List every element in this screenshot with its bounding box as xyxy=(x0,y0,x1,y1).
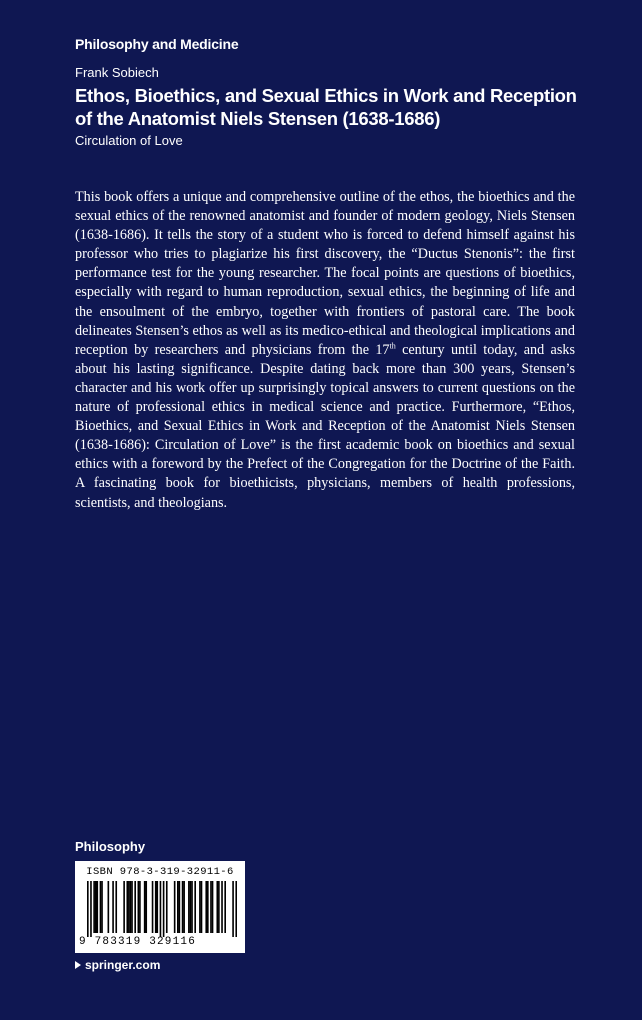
barcode-bar xyxy=(160,881,162,937)
barcode-bar xyxy=(218,881,220,933)
barcode-bar xyxy=(191,881,193,933)
barcode-bar xyxy=(155,881,157,933)
barcode-bar xyxy=(182,881,184,933)
barcode-bar xyxy=(177,881,179,933)
barcode-digits: 9 783319 329116 xyxy=(79,936,197,948)
barcode-bar xyxy=(112,881,114,933)
barcode-bar xyxy=(138,881,140,933)
barcode-bar xyxy=(179,881,181,933)
arrow-right-icon xyxy=(75,961,81,969)
barcode-bar xyxy=(93,881,95,933)
barcode-bar xyxy=(210,881,212,933)
barcode-bar xyxy=(96,881,98,933)
subject-category: Philosophy xyxy=(75,839,146,854)
barcode-bar xyxy=(199,881,201,933)
barcode-bar xyxy=(201,881,203,933)
barcode-bar xyxy=(212,881,214,933)
barcode-bar xyxy=(100,881,102,933)
barcode-bar xyxy=(156,881,158,933)
barcode-bar xyxy=(205,881,207,933)
book-subtitle: Circulation of Love xyxy=(75,133,183,148)
barcode-bar xyxy=(108,881,110,933)
barcode-bar xyxy=(235,881,237,937)
barcode-bar xyxy=(90,881,92,937)
description-superscript: th xyxy=(389,341,396,351)
book-description xyxy=(75,188,575,513)
barcode-bar xyxy=(101,881,103,933)
barcode-bar xyxy=(126,881,128,933)
barcode-bars xyxy=(87,881,237,937)
series-name: Philosophy and Medicine xyxy=(75,36,239,52)
barcode-bar xyxy=(87,881,89,937)
barcode-bar xyxy=(183,881,185,933)
author-name: Frank Sobiech xyxy=(75,65,159,80)
barcode-bar xyxy=(152,881,154,933)
barcode-bar xyxy=(232,881,234,937)
barcode-bar xyxy=(139,881,141,933)
book-title: Ethos, Bioethics, and Sexual Ethics in Work and Reception of the Anatomist Niels Stensen (1638-1686) xyxy=(75,85,577,129)
barcode-bar xyxy=(163,881,165,937)
barcode-bar xyxy=(221,881,223,933)
description-part-2: century until today, and asks about his lasting significance. Despite dating back more than 300 years, Stensen’s character and his work offer up surprisingly topical answers to current questions on the nature of professional ethics in medical science and practice. Furthermore, “Ethos, Bioethics, and Sexual Ethics in Work and Reception of the Anatomist Niels Stensen (1638-1686): Circulation of Love” is the first academic book on bioethics and sexual ethics with a foreword by the Prefect of the Congregation for the Doctrine of the Faith. A fascinating book for bioethicists, physicians, members of health professions, scientists, and theologians. xyxy=(75,341,575,511)
barcode-bar xyxy=(174,881,176,933)
isbn-label: ISBN 978-3-319-32911-6 xyxy=(86,866,234,878)
barcode-bar xyxy=(123,881,125,933)
website-label: springer.com xyxy=(85,958,161,972)
barcode-bar xyxy=(130,881,132,933)
isbn-barcode xyxy=(75,861,245,953)
barcode-bar xyxy=(207,881,209,933)
barcode-bar xyxy=(95,881,97,933)
barcode-bar xyxy=(144,881,146,933)
barcode-bar xyxy=(190,881,192,933)
barcode-bar xyxy=(194,881,196,933)
publisher-website[interactable] xyxy=(75,958,160,972)
barcode-bar xyxy=(188,881,190,933)
barcode-bar xyxy=(166,881,168,933)
barcode-bar xyxy=(145,881,147,933)
barcode-bar xyxy=(134,881,136,933)
barcode-bar xyxy=(128,881,130,933)
barcode-bar xyxy=(216,881,218,933)
barcode-bar xyxy=(131,881,133,933)
barcode-bar xyxy=(115,881,117,933)
description-part-1: This book offers a unique and comprehensive outline of the ethos, the bioethics and the sexual ethics of the renowned anatomist and founder of modern geology, Niels Stensen (1638-1686). It tells the story of a student who is forced to defend himself against his professor who tries to plagiarize his first discovery, the “Ductus Stenonis”: the first performance test for the young researcher. The focal points are questions of bioethics, especially with regard to human reproduction, sexual ethics, the beginning of life and the ensoulment of the embryo, together with frontiers of pastoral care. The book delineates Stensen’s ethos as well as its medico-ethical and theological implications and reception by researchers and physicians from the 17 xyxy=(75,189,575,358)
barcode-bar xyxy=(224,881,226,933)
